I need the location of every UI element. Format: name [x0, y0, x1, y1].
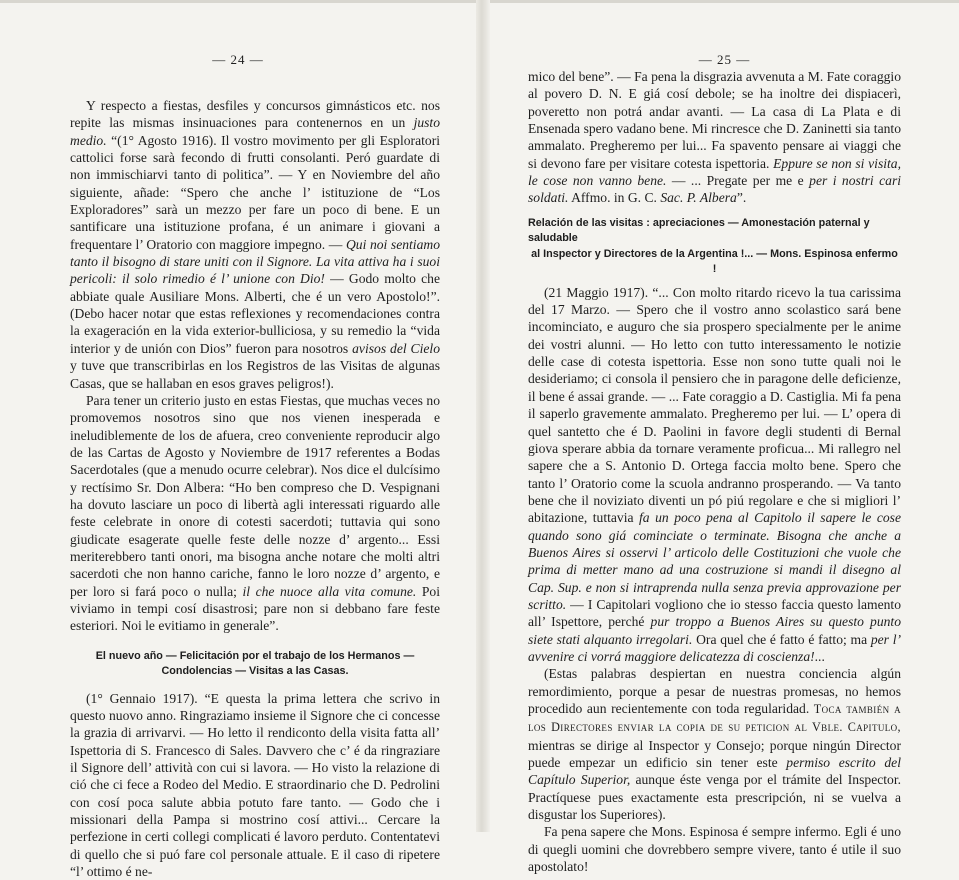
- italic-run: fa un poco pena al Capitolo il sapere le cose quando sono giá cominciate o terminate. Bisogna che anche a Buenos Aires si osservi l’ articolo delle Costituzioni che vuole che prima di metter mano ad una costruzione si mandi il disegno al Cap. Sup. e non si intraprenda nulla senza previa approvazione per scritto.: [528, 510, 901, 612]
- text-run: (1° Gennaio 1917). “E questa la prima lettera che scrivo in questo nuovo anno. Ringraziamo insieme il Signore che ci concesse la grazia di arrivarvi. — Ho letto il rendiconto della visita fatta all’ Ispettoria di S. Francesco di Sales. Davvero che c’ é da ringraziare il Signore dell’ attività con cui si lavora. — Ho visto la relazione di ció che ci fece a Rodeo del Medio. E straordinario che D. Pedrolini con cosí poca salute abbia potuto fare tanto. — Godo che i missionari della Pampa si mostrino cosí attivi... Cercare la perfezione in certi collegi complicati é lavoro perduto. Contentatevi di quello che si puó fare col personale attuale. E il caso di ripetere “l’ ottimo é ne-: [70, 690, 440, 880]
- text-run: mientras se dirige al Inspector y Consejo; porque ningún Director puede empezar un edificio sin tener este: [528, 737, 901, 771]
- text-run: Para tener un criterio justo en estas Fiestas, que muchas veces no promovemos nosotros sino que nos vienen inesperada e ineludiblemente de los de afuera, creo conveniente reproducir algo de las Cartas de Agosto y Noviembre de 1917 referentes a Bodas Sacerdotales (que a menudo ocurre celebrar). Nos dice el dulcísimo y rectísimo Sr. Don Albera: “Ho ben compreso che D. Vespignani ha dovuto lasciare un poco di libertà agli interessati riguardo alle feste celebrate in onore di cotesti sacerdoti; tuttavia qui sono giudicate esagerate quelle feste delle nozze d’ argento... Essi meriterebbero tanti onori, ma bisogna anche notare che molti altri sacerdoti che non hanno cariche, fanno le loro nozze d’ argento, e per loro si fará poco o nulla;: [70, 392, 440, 599]
- italic-run: pur troppo a Buenos Aires su questo punto siete stati alquanto irregolari.: [528, 614, 901, 647]
- page-number: — 24 —: [212, 52, 264, 67]
- text-run: aunque éste venga por el trámite del Inspector. Practíquese pues exactamente esta prescripción, ni se vuelva a disgustar los Superiores).: [528, 772, 902, 823]
- text-run: Fa pena sapere che Mons. Espinosa é sempre infermo. Egli é uno di quegli uomini che dovrebbero sempre vivere, tanto é utile il suo apostolato!: [528, 824, 901, 875]
- right-page-body: [528, 68, 901, 875]
- paragraph: [70, 392, 440, 635]
- italic-run: Sac. P. Albera: [660, 190, 737, 206]
- book-gutter: [476, 0, 490, 832]
- page-number: — 25 —: [698, 52, 751, 67]
- heading-line: Relación de las visitas : apreciaciones — Amonestación paternal y saludable: [528, 216, 870, 245]
- text-run: — ... Pregate per me e: [666, 173, 810, 189]
- smallcaps-run: Toca también a los Directores enviar la copia de su peticion al Vble. Capitulo,: [528, 702, 901, 735]
- left-page-body: [70, 97, 440, 880]
- section-heading: [528, 216, 901, 278]
- left-page: [0, 0, 476, 880]
- text-run: (Estas palabras despiertan en nuestra conciencia algún remordimiento, porque a pesar de nuestras promesas, no hemos procedido aun recientemente con toda regularidad.: [528, 666, 901, 716]
- italic-run: per l’ avvenire ci vorrá maggiore delicatezza di coscienza!: [528, 631, 901, 664]
- paragraph: [528, 665, 901, 823]
- text-run: Ora quel che é fatto é fatto; ma: [692, 631, 871, 647]
- right-page: [490, 0, 959, 875]
- italic-run: justo medio.: [70, 115, 440, 148]
- text-run: Affmo. in G. C.: [568, 190, 661, 206]
- text-run: — Godo molto che abbiate quale Ausiliare Mons. Alberti, che é un vero Apostolo!”. (Debo hacer notar que estas reflexiones y recomendaciones contra la exageración en la vida exterior-bulliciosa, y su remedio la “vida interior y de unión con Dios” fueron para nosotros: [70, 271, 440, 356]
- italic-run: Qui noi sentiamo tanto il bisogno di stare uniti con il Signore. La vita attiva ha i suoi pericoli: il solo rimedio é l’ unione con Dio!: [70, 236, 440, 287]
- italic-run: il che nuoce alla vita comune.: [242, 583, 417, 599]
- paragraph: [528, 823, 901, 875]
- heading-line: al Inspector y Directores de la Argentina !... — Mons. Espinosa enfermo !: [531, 247, 898, 276]
- paragraph: [70, 97, 440, 392]
- heading-line: Condolencias — Visitas a las Casas.: [161, 665, 349, 678]
- paragraph: [528, 284, 901, 666]
- text-run: Poi viviamo in tempi cosí disastrosi; pare non si debbano fare feste esteriori. Noi le evitiamo in generale”.: [70, 583, 440, 634]
- heading-line: El nuevo año — Felicitación por el trabajo de los Hermanos —: [95, 649, 415, 662]
- text-run: y tuve que transcribirlas en los Registros de las Visitas de algunas Casas, que se hallaban en esos graves peligros!).: [70, 358, 440, 391]
- italic-run: Eppure se non si visita, le cose non vanno bene.: [528, 155, 901, 189]
- text-run: ...: [814, 648, 825, 664]
- text-run: mico del bene”. — Fa pena la disgrazia avvenuta a M. Fate coraggio al povero D. N. E giá cosí debole; se ha inoltre dei dispiacerì, poveretto non potrá andar avanti. — La casa di La Plata e di Ensenada spero vadano bene. Mi rincresce che D. Zaninetti sia tanto ammalato. Pregheremo per lui... Fa spavento pensare ai viaggi che si devono fare per visitare cotesta ispettoria.: [528, 69, 901, 171]
- text-run: — I Capitolari vogliono che io stesso faccia questo lamento all’ Ispettore, perché: [528, 596, 901, 630]
- text-run: Y respecto a fiestas, desfiles y concursos gimnásticos etc. nos repite las mismas insinuaciones para contenernos en un: [70, 98, 440, 131]
- text-run: “(1° Agosto 1916). Il vostro movimento per gli Esploratori cattolici forse sarà fecondo di frutti consolanti. Peró guardate di non immischiarvi tanto di politica”. — Y en Noviembre del año siguiente, añade: “Spero che anche l’ istituzione de “Los Exploradores” sarà un mezzo per fare un poco di bene. E un santificare una istituzione profana, é un animare i giovani a frequentare l’ Oratorio con maggiore impegno. —: [70, 132, 440, 252]
- italic-run: per i nostri cari soldati.: [528, 173, 902, 206]
- text-run: (21 Maggio 1917). “... Con molto ritardo ricevo la tua carissima del 17 Marzo. — Spero che il vostro anno scolastico sará bene incominciato, e auguro che sia prospero specialmente per le anime dei vostri alunni. — Ho letto con tutto interessamento le notizie delle case di cotesta ispettoria. Esse non sono tutte quali noi le desideriamo; ci consola il pensiero che in paragone delle deficienze, il bene é assai grande. — ... Fate coraggio a D. Castiglia. Mi fa pena il saperlo gravemente ammalato. Pregheremo per lui. — L’ opera di quel santetto che é D. Paolini in favore degli studenti di Bernal giova sperare abbia da tornare veramente proficua... Mi rallegro nel sapere che a S. Antonio D. Ortega faccia molto bene. Spero che tanto l’ Oratorio come la scuola andranno prosperando. — Va tanto bene che il noviziato diventi un pó piú regolare e che si migliori l’ abitazione, tuttavia: [528, 284, 901, 526]
- paragraph: [528, 68, 901, 207]
- italic-run: avisos del Cielo: [352, 340, 440, 356]
- section-heading: [70, 649, 440, 680]
- paragraph: [70, 690, 440, 880]
- text-run: ”.: [736, 190, 747, 206]
- italic-run: permiso escrito del Capítulo Superior,: [528, 755, 901, 788]
